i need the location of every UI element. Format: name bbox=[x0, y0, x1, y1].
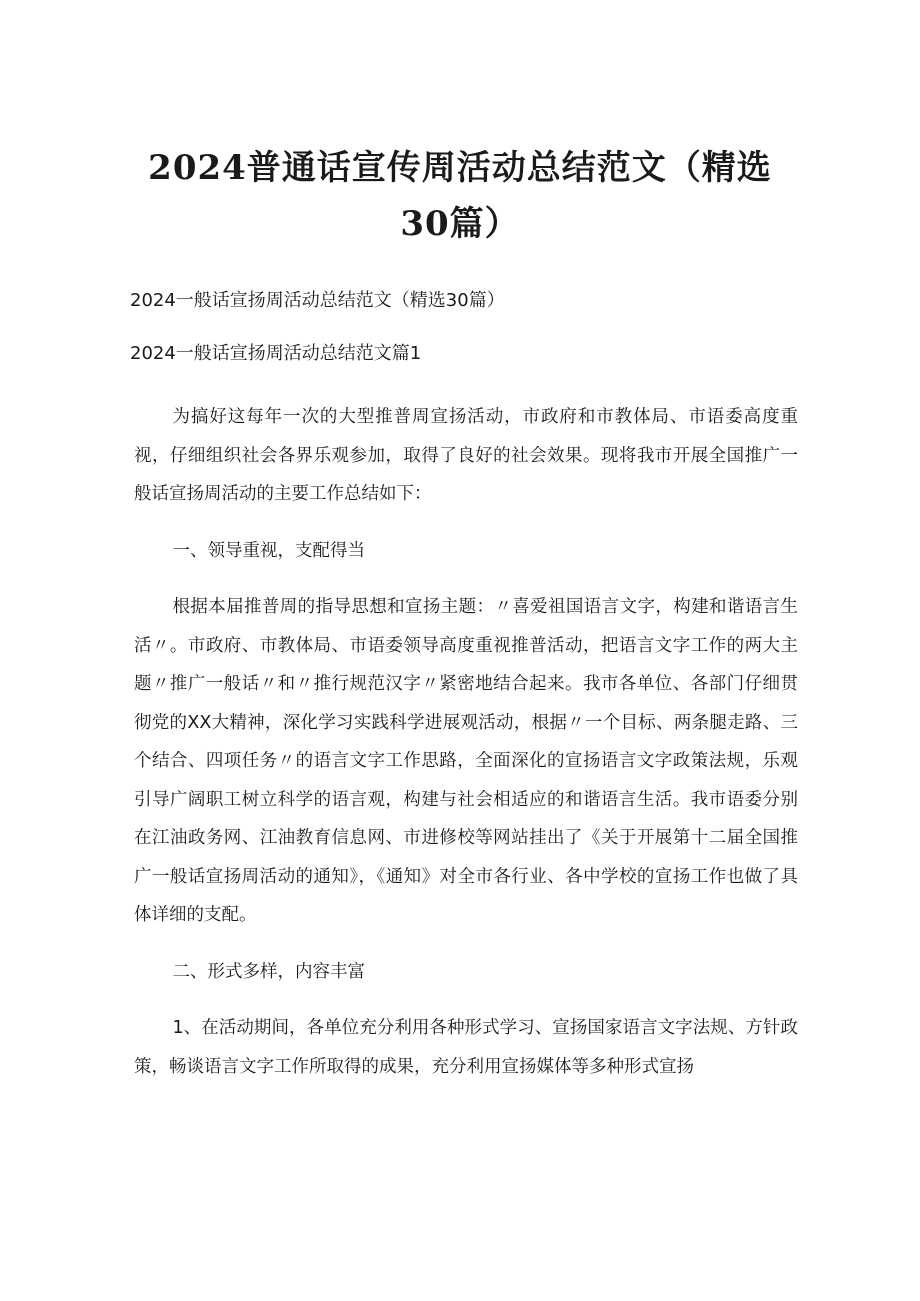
section-heading-1: 一、领导重视，支配得当 bbox=[172, 540, 365, 561]
document-title: 2024普通话宣传周活动总结范文（精选30篇） bbox=[148, 148, 772, 244]
subheading-article-1: 2024一般话宣扬周活动总结范文篇1 bbox=[130, 343, 422, 364]
paragraph-intro: 为搞好这每年一次的大型推普周宣扬活动，市政府和市教体局、市语委高度重视，仔细组织社会各界乐观参加，取得了良好的社会效果。现将我市开展全国推广一般话宣扬周活动的主要工作总结如下： bbox=[134, 407, 798, 504]
paragraph-section-2-item-1: 1、在活动期间，各单位充分利用各种形式学习、宣扬国家语言文字法规、方针政策，畅谈语言文字工作所取得的成果，充分利用宣扬媒体等多种形式宣扬 bbox=[134, 1018, 798, 1077]
subheading-collection: 2024一般话宣扬周活动总结范文（精选30篇） bbox=[130, 290, 505, 311]
paragraph-section-1: 根据本届推普周的指导思想和宣扬主题：〃喜爱祖国语言文字，构建和谐语言生活〃。市政府、市教体局、市语委领导高度重视推普活动，把语言文字工作的两大主题〃推广一般话〃和〃推行规范汉字〃紧密地结合起来。我市各单位、各部门仔细贯彻党的XX大精神，深化学习实践科学进展观活动，根据〃一个目标、两条腿走路、三个结合、四项任务〃的语言文字工作思路，全面深化的宣扬语言文字政策法规，乐观引导广阔职工树立科学的语言观，构建与社会相适应的和谐语言生活。我市语委分别在江油政务网、江油教育信息网、市进修校等网站挂出了《关于开展第十二届全国推广一般话宣扬周活动的通知》，《通知》对全市各行业、各中学校的宣扬工作也做了具体详细的支配。 bbox=[134, 597, 798, 925]
section-heading-2: 二、形式多样，内容丰富 bbox=[172, 961, 365, 982]
document-body bbox=[134, 398, 798, 1086]
